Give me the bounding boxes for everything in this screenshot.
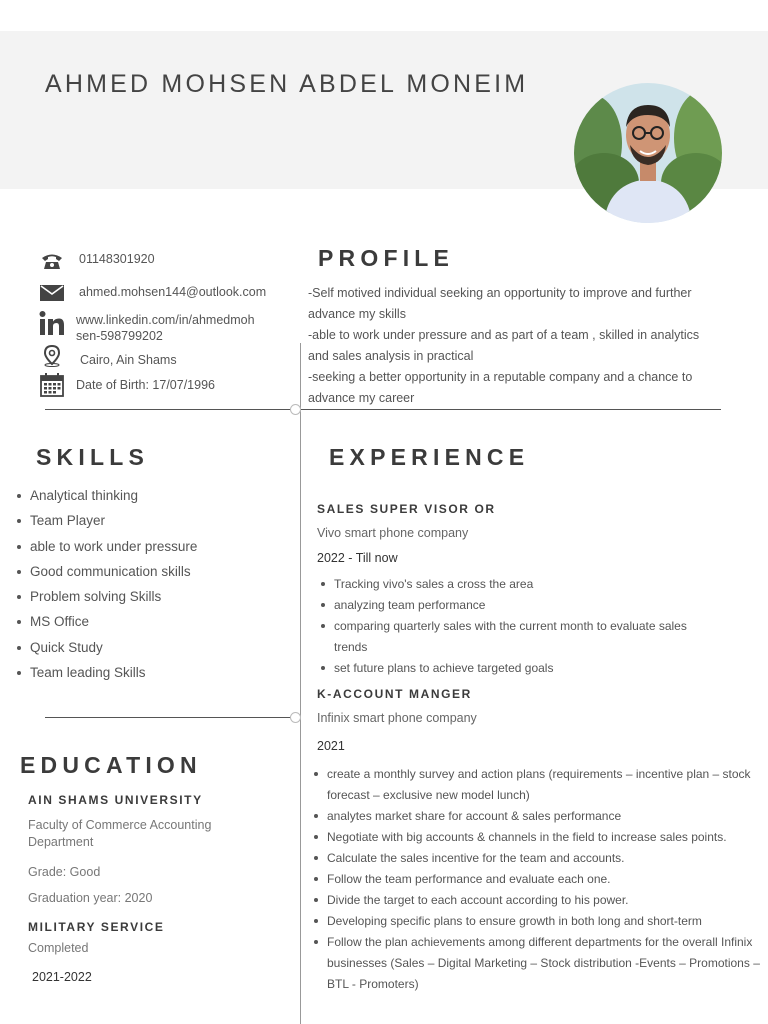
university-name: AIN SHAMS UNIVERSITY <box>28 793 203 807</box>
skill-item: Problem solving Skills <box>16 584 286 609</box>
education-heading: EDUCATION <box>20 752 202 778</box>
job-duty: Negotiate with big accounts & channels in the field to increase sales points. <box>313 827 761 848</box>
job-duty: Follow the plan achievements among different departments for the overall Infinix businesses (Sales – Digital Marketing – Stock distribution -Events – Promotions – BTL - Promoters) <box>313 932 761 995</box>
job-duty: analyzing team performance <box>320 595 690 616</box>
vertical-divider <box>300 343 301 1024</box>
skill-item: Team leading Skills <box>16 660 286 685</box>
skills-list <box>16 483 286 685</box>
skill-item: MS Office <box>16 609 286 634</box>
job-years: 2022 - Till now <box>317 551 398 565</box>
candidate-name: AHMED MOHSEN ABDEL MONEIM <box>45 70 529 98</box>
divider-node-top <box>290 404 301 415</box>
profile-photo <box>574 83 722 223</box>
linkedin-icon <box>38 310 66 336</box>
skill-item: able to work under pressure <box>16 534 286 559</box>
profile-heading: PROFILE <box>318 245 455 271</box>
experience-heading: EXPERIENCE <box>329 444 530 470</box>
job-duty: Follow the team performance and evaluate each one. <box>313 869 761 890</box>
job-title: K-ACCOUNT MANGER <box>317 687 472 701</box>
job-duty: Divide the target to each account according to his power. <box>313 890 761 911</box>
phone-number[interactable]: 01148301920 <box>79 252 155 266</box>
divider-top <box>45 409 721 410</box>
job-duty: Developing specific plans to ensure growth in both long and short-term <box>313 911 761 932</box>
graduation-year: Graduation year: 2020 <box>28 891 153 905</box>
phone-icon <box>38 248 66 274</box>
profile-line: -Self motived individual seeking an opportunity to improve and further <box>308 286 692 300</box>
divider-mid <box>45 717 292 718</box>
email-address[interactable]: ahmed.mohsen144@outlook.com <box>79 285 267 299</box>
military-status: Completed <box>28 941 89 955</box>
profile-line: and sales analysis in practical <box>308 349 474 363</box>
profile-line: advance my career <box>308 391 415 405</box>
calendar-icon <box>38 372 66 398</box>
skill-item: Quick Study <box>16 635 286 660</box>
job-duty: analytes market share for account & sales performance <box>313 806 761 827</box>
job-duty: Calculate the sales incentive for the team and accounts. <box>313 848 761 869</box>
skill-item: Analytical thinking <box>16 483 286 508</box>
job-company: Vivo smart phone company <box>317 526 469 540</box>
job-years: 2021 <box>317 739 345 753</box>
military-service-heading: MILITARY SERVICE <box>28 920 165 934</box>
divider-node-mid <box>290 712 301 723</box>
job-duty: set future plans to achieve targeted goals <box>320 658 690 679</box>
job-title: SALES SUPER VISOR OR <box>317 502 496 516</box>
job-company: Infinix smart phone company <box>317 711 477 725</box>
linkedin-url-line1[interactable]: www.linkedin.com/in/ahmedmoh <box>76 313 255 327</box>
location-icon <box>38 343 66 369</box>
location: Cairo, Ain Shams <box>80 353 177 367</box>
skill-item: Good communication skills <box>16 559 286 584</box>
job-duty: comparing quarterly sales with the current month to evaluate sales trends <box>320 616 690 658</box>
grade: Grade: Good <box>28 865 101 879</box>
job-duty: Tracking vivo's sales a cross the area <box>320 574 690 595</box>
job-duties-list <box>313 764 761 995</box>
profile-line: -seeking a better opportunity in a reputable company and a chance to <box>308 370 693 384</box>
skill-item: Team Player <box>16 508 286 533</box>
date-of-birth: Date of Birth: 17/07/1996 <box>76 378 215 392</box>
job-duties-list <box>320 574 690 679</box>
linkedin-url-line2[interactable]: sen-598799202 <box>76 329 163 343</box>
military-years: 2021-2022 <box>32 970 92 984</box>
profile-text <box>308 283 758 409</box>
profile-line: advance my skills <box>308 307 406 321</box>
profile-line: -able to work under pressure and as part of a team , skilled in analytics <box>308 328 700 342</box>
job-duty: create a monthly survey and action plans (requirements – incentive plan – stock forecast – exclusive new model lunch) <box>313 764 761 806</box>
faculty: Faculty of Commerce Accounting Department <box>28 818 212 849</box>
email-icon <box>38 280 66 306</box>
skills-heading: SKILLS <box>36 444 149 470</box>
